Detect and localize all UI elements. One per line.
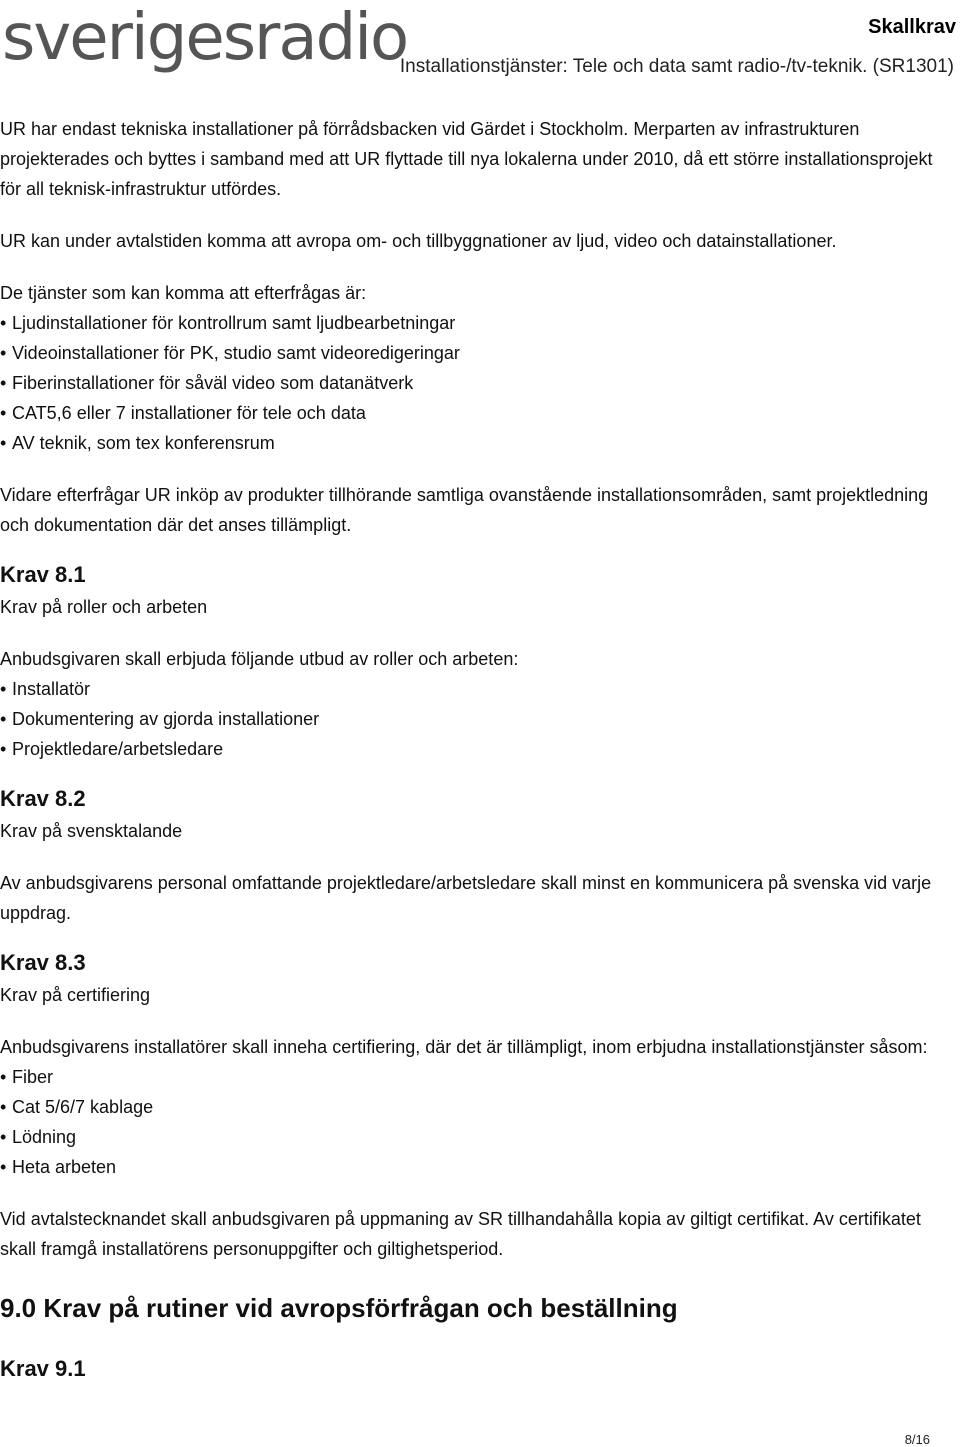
- krav-8-3-text: Vid avtalstecknandet skall anbudsgivaren på uppmaning av SR tillhandahålla kopia av giltigt certifikat. Av certifikatet skall framgå installatörens personuppgifter och giltighetsperiod.: [0, 1209, 921, 1259]
- list-item: • Projektledare/arbetsledare: [0, 734, 956, 764]
- roles-list: [0, 674, 956, 764]
- document-body: [0, 114, 956, 1386]
- krav-8-2-heading: Krav 8.2: [0, 786, 86, 811]
- krav-8-1-intro: Anbudsgivaren skall erbjuda följande utbud av roller och arbeten:: [0, 649, 519, 669]
- paragraph-infrastructure: UR har endast tekniska installationer på förrådsbacken vid Gärdet i Stockholm. Merparten av infrastrukturen projekterades och byttes i samband med att UR flyttade till nya lokalerna under 2010, då ett större installationsprojekt för all teknisk-infrastruktur utfördes.: [0, 119, 933, 199]
- list-item: • Fiber: [0, 1062, 956, 1092]
- list-item: • Cat 5/6/7 kablage: [0, 1092, 956, 1122]
- list-item: • AV teknik, som tex konferensrum: [0, 428, 956, 458]
- list-item: • Dokumentering av gjorda installationer: [0, 704, 956, 734]
- sveriges-radio-logo: sverigesradio: [2, 1, 408, 75]
- list-item: • Heta arbeten: [0, 1152, 956, 1182]
- krav-8-1-heading: Krav 8.1: [0, 562, 86, 587]
- paragraph-services-intro: De tjänster som kan komma att efterfrågas är:: [0, 283, 367, 303]
- krav-8-3-intro: Anbudsgivarens installatörer skall inneha certifiering, där det är tillämpligt, inom erbjudna installationstjänster såsom:: [0, 1037, 928, 1057]
- list-item: • Lödning: [0, 1122, 956, 1152]
- krav-8-2-subheading: Krav på svensktalande: [0, 821, 183, 841]
- paragraph-products: Vidare efterfrågar UR inköp av produkter tillhörande samtliga ovanstående installationsområden, samt projektledning och dokumentation där det anses tillämpligt.: [0, 485, 929, 535]
- krav-8-2-text: Av anbudsgivarens personal omfattande projektledare/arbetsledare skall minst en kommunicera på svenska vid varje uppdrag.: [0, 873, 932, 923]
- krav-8-3-subheading: Krav på certifiering: [0, 985, 151, 1005]
- paragraph-avtalstiden: UR kan under avtalstiden komma att avropa om- och tillbyggnationer av ljud, video och datainstallationer.: [0, 231, 837, 251]
- header-title: Skallkrav: [868, 16, 956, 38]
- certification-list: [0, 1062, 956, 1182]
- list-item: • Fiberinstallationer för såväl video som datanätverk: [0, 368, 956, 398]
- services-list: [0, 308, 956, 458]
- section-9-heading: 9.0 Krav på rutiner vid avropsförfrågan och beställning: [0, 1293, 678, 1323]
- list-item: • Installatör: [0, 674, 956, 704]
- krav-8-3-heading: Krav 8.3: [0, 950, 86, 975]
- list-item: • Ljudinstallationer för kontrollrum samt ljudbearbetningar: [0, 308, 956, 338]
- header-subtitle: Installationstjänster: Tele och data samt radio-/tv-teknik. (SR1301): [399, 56, 954, 77]
- list-item: • CAT5,6 eller 7 installationer för tele och data: [0, 398, 956, 428]
- page-number: 8/16: [904, 1432, 930, 1447]
- krav-8-1-subheading: Krav på roller och arbeten: [0, 597, 208, 617]
- krav-9-1-heading: Krav 9.1: [0, 1356, 86, 1381]
- list-item: • Videoinstallationer för PK, studio samt videoredigeringar: [0, 338, 956, 368]
